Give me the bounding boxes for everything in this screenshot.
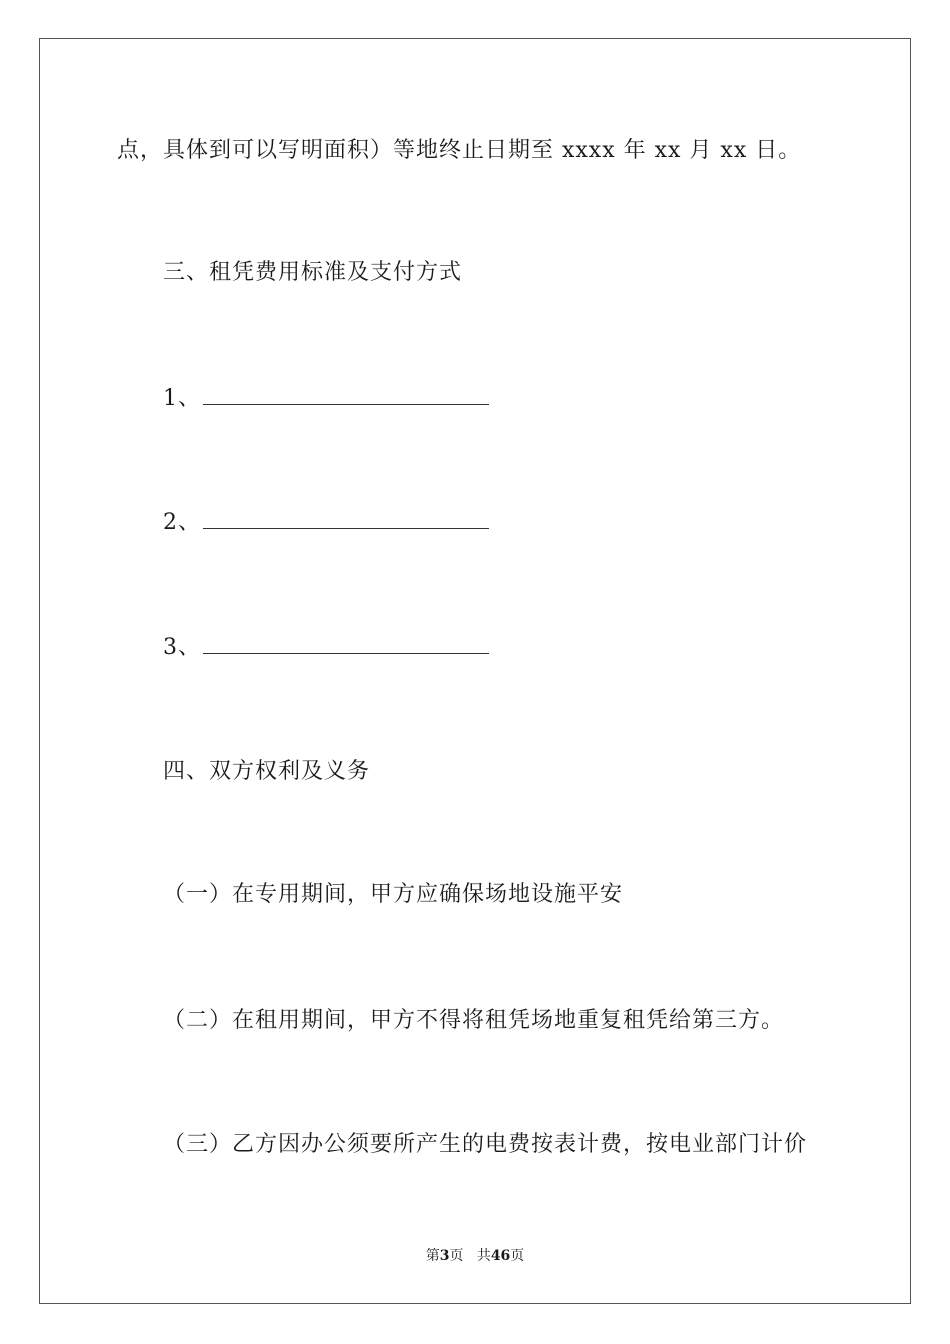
blank-item-3-label: 3、 [163, 635, 201, 660]
footer-total-number: 46 [490, 1248, 511, 1264]
clause-3: （三）乙方因办公须要所产生的电费按表计费，按电业部门计价 [163, 1132, 808, 1157]
footer-page-prefix: 第 [425, 1248, 440, 1264]
footer-total-prefix: 共 [476, 1248, 491, 1264]
page-footer [0, 1246, 950, 1266]
fill-in-blank-3 [203, 635, 489, 654]
blank-item-3 [163, 633, 489, 663]
clause-1: （一）在专用期间，甲方应确保场地设施平安 [163, 882, 624, 907]
footer-total-suffix: 页 [510, 1248, 525, 1264]
blank-item-2 [163, 508, 489, 538]
blank-item-2-label: 2、 [163, 510, 201, 535]
section-heading-3: 三、租凭费用标准及支付方式 [163, 260, 463, 285]
fill-in-blank-1 [203, 386, 489, 405]
page-frame [39, 38, 911, 1304]
blank-item-1 [163, 384, 489, 414]
blank-item-1-label: 1、 [163, 386, 201, 411]
paragraph-line-1: 点，具体到可以写明面积）等地终止日期至 xxxx 年 xx 月 xx 日。 [117, 138, 802, 163]
fill-in-blank-2 [203, 510, 489, 529]
clause-2: （二）在租用期间，甲方不得将租凭场地重复租凭给第三方。 [163, 1008, 785, 1033]
footer-page-suffix: 页 [449, 1248, 464, 1264]
footer-page-number: 3 [439, 1248, 450, 1264]
section-heading-4: 四、双方权利及义务 [163, 759, 371, 784]
